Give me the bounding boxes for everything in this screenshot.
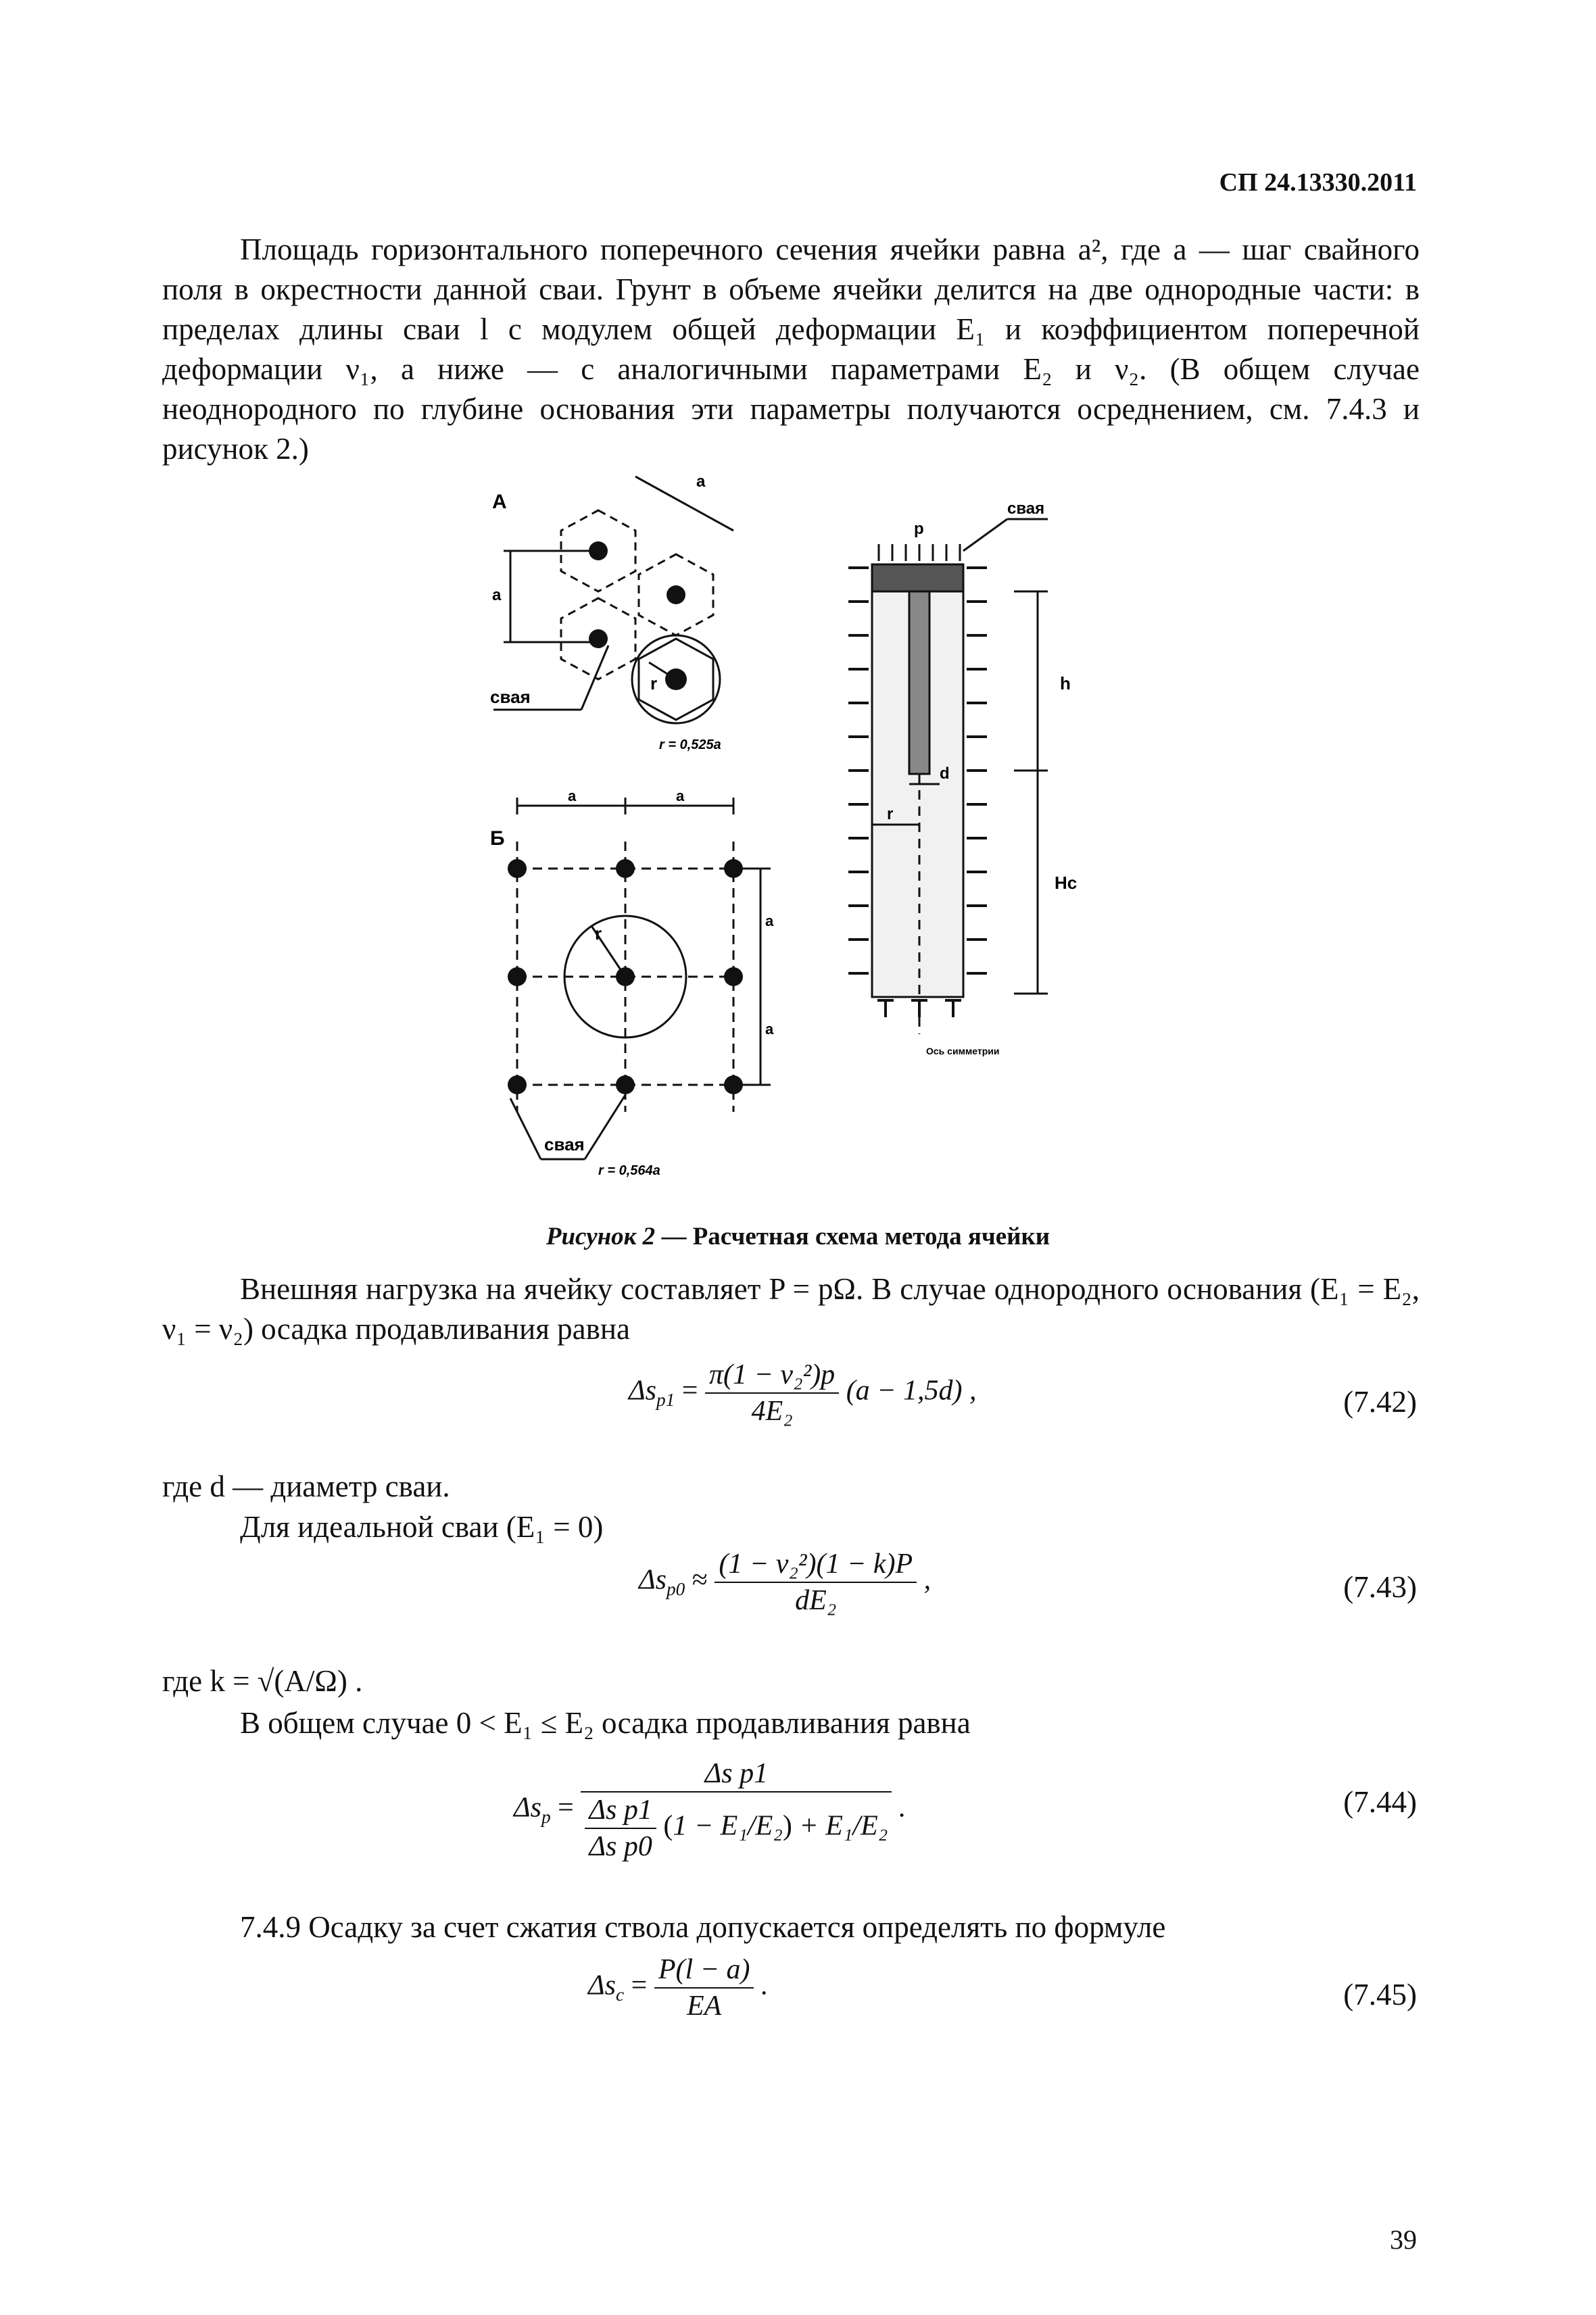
panel-b-label: Б — [490, 827, 505, 850]
panel-a-r-label: r — [650, 673, 658, 693]
eq744-lhs-sub: p — [541, 1807, 551, 1828]
panel-b-r-label: r — [595, 923, 602, 944]
eq744-ratio-den: Δs p0 — [589, 1831, 652, 1862]
eq745-tail: . — [760, 1970, 769, 2001]
panel-a-label: А — [492, 491, 507, 513]
eq744-lhs: Δs — [514, 1792, 541, 1824]
eq743-tail: , — [923, 1564, 932, 1596]
equation-number-7-42: (7.42) — [1343, 1385, 1417, 1419]
equation-7-42: $\Delta s_{p1}$ = $\frac{\text{π(1 − ν₂²)p}}{\text{4E₂}}$ (a − 1,5d) , — [629, 1359, 977, 1427]
eq744-plus: + E₁/E₂ — [799, 1810, 888, 1842]
panel-a-pile-label: свая — [490, 687, 531, 707]
right-supports — [967, 568, 987, 973]
caption-prefix: Рисунок 2 — [546, 1223, 656, 1250]
page-number: 39 — [1390, 2224, 1417, 2255]
eq744-paren: 1 − E₁/E₂ — [673, 1810, 783, 1842]
eq742-lhs: Δs — [629, 1375, 656, 1407]
eq742-den: 4E₂ — [751, 1396, 793, 1427]
panel-b-dim-left: a — [568, 787, 577, 804]
eq744-den: $\frac{\text{Δs p1}}{\text{Δs p0}}$ (1 − E₁/E₂) + E₁/E₂ — [581, 1793, 892, 1863]
ideal-pile: Для идеальной сваи (E₁ = 0) — [240, 1510, 604, 1544]
eq744-ratio — [585, 1794, 656, 1863]
intro-text: Площадь горизонтального поперечного сечения ячейки равна a², где a — шаг свайного поля в окрестности данной сваи. Грунт в объеме ячейки делится на две однородные части: в пределах длины сваи l с модулем общей деформации E₁ и коэффициентом поперечной деформации ν₁, а ниже — с аналогичными параметрами E₂ и ν₂. (В общем случае неоднородного по глубине основания эти параметры получаются осреднением, см. 7.4.3 и рисунок 2.) — [162, 233, 1420, 466]
panel-a-dim-side: a — [492, 586, 502, 604]
panel-b-dim-v1: a — [765, 912, 774, 929]
cell-section — [872, 519, 1048, 1034]
eq744-fraction — [581, 1757, 892, 1863]
where-d: где d — диаметр сваи. — [162, 1469, 450, 1503]
eq743-lhs: Δs — [639, 1564, 667, 1596]
equation-7-43 — [639, 1548, 931, 1617]
eq744-tail: . — [898, 1792, 906, 1824]
section-r-label: r — [887, 805, 894, 823]
section-d-label: d — [940, 764, 950, 783]
intro-paragraph — [162, 230, 1420, 469]
panel-b-dim-right: a — [676, 787, 685, 804]
eq742-fraction — [705, 1359, 839, 1428]
para-7-4-9: 7.4.9 Осадку за счет сжатия ствола допускается определять по формуле — [240, 1910, 1166, 1944]
eq743-num: (1 − ν₂²)(1 − k)P — [715, 1548, 917, 1583]
caption-text: — Расчетная схема метода ячейки — [655, 1223, 1050, 1250]
eq743-rel: ≈ — [692, 1564, 708, 1596]
panel-b-dim-v2: a — [765, 1021, 774, 1038]
figure-caption — [0, 1222, 1596, 1251]
eq743-den: dE₂ — [795, 1585, 837, 1616]
eq742-tail: (a − 1,5d) , — [846, 1375, 977, 1407]
eq745-num: P(l − a) — [654, 1953, 754, 1989]
equation-number-7-45: (7.45) — [1343, 1978, 1417, 2012]
figure-2 — [473, 466, 1109, 1183]
eq744-ratio-num: Δs p1 — [585, 1794, 656, 1829]
section-pile-label: свая — [1007, 499, 1045, 518]
where-k: где k = √(A/Ω) . — [162, 1664, 363, 1698]
left-supports — [848, 568, 869, 973]
eq742-lhs-sub: p1 — [656, 1390, 675, 1411]
section-axis-label: Ось симметрии — [926, 1046, 1000, 1056]
eq745-lhs-sub: c — [616, 1984, 625, 2005]
equation-number-7-44: (7.44) — [1343, 1785, 1417, 1819]
section-load-label: p — [914, 520, 924, 538]
eq743-lhs-sub: p0 — [667, 1579, 685, 1600]
document-code: СП 24.13330.2011 — [1219, 168, 1417, 197]
bottom-supports — [877, 1000, 961, 1017]
eq744-num: Δs p1 — [581, 1757, 892, 1793]
equation-number-7-43: (7.43) — [1343, 1570, 1417, 1604]
section-h-label: h — [1060, 673, 1071, 693]
panel-a-dim-top: a — [696, 472, 706, 491]
panel-b-pile-label: свая — [544, 1134, 585, 1154]
eq745-lhs: Δs — [588, 1970, 616, 2001]
eq745-fraction — [654, 1953, 754, 2022]
panel-b-radius-note: r = 0,564a — [598, 1163, 660, 1178]
panel-a-radius-note: r = 0,525a — [659, 737, 721, 752]
general-case: В общем случае 0 < E₁ ≤ E₂ осадка продавливания равна — [240, 1706, 971, 1740]
load-paragraph — [162, 1269, 1420, 1349]
eq742-num: π(1 − ν₂²)p — [705, 1359, 839, 1394]
load-text: Внешняя нагрузка на ячейку составляет P = pΩ. В случае однородного основания (E₁ = E₂, ν₁ = ν₂) осадка продавливания равна — [162, 1272, 1420, 1346]
load-arrows — [879, 544, 960, 561]
eq743-fraction — [715, 1548, 917, 1617]
equation-7-45: $\Delta s_c$ = $\frac{P(l - a)}{EA}$ . — [588, 1954, 769, 2022]
equation-7-44: $\Delta s_p$ = Δs p1 $\frac{\text{Δs p1}}{\text{Δs p0}}$ (1 − E₁/E₂) + E₁/E₂ . — [514, 1758, 906, 1862]
eq745-den: EA — [686, 1991, 722, 2022]
section-hc-label: Hc — [1055, 873, 1078, 893]
